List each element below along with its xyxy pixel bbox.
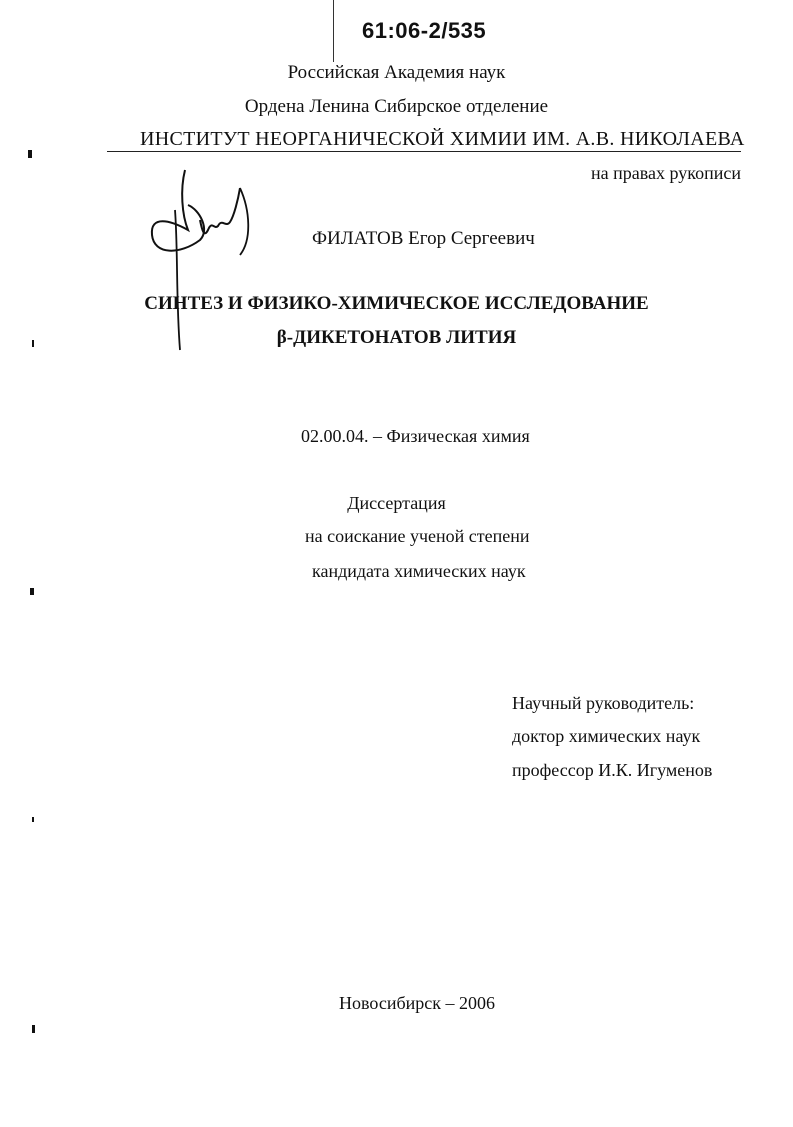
specialty-code: 02.00.04. – Физическая химия <box>301 426 530 446</box>
supervisor-label: Научный руководитель: <box>512 693 695 713</box>
dissertation-title-line1: СИНТЕЗ И ФИЗИКО-ХИМИЧЕСКОЕ ИССЛЕДОВАНИЕ <box>144 293 649 314</box>
catalog-number-stamp: 61:06-2/535 <box>362 18 487 43</box>
supervisor-degree: доктор химических наук <box>512 726 701 746</box>
institute-underline <box>107 151 741 152</box>
supervisor-name: профессор И.К. Игуменов <box>512 760 713 780</box>
author-name: ФИЛАТОВ Егор Сергеевич <box>312 228 535 249</box>
scan-margin-mark <box>28 150 32 158</box>
branch-name: Ордена Ленина Сибирское отделение <box>244 96 549 117</box>
institute-name: ИНСТИТУТ НЕОРГАНИЧЕСКОЙ ХИМИИ ИМ. А.В. НИКОЛАЕВА <box>140 128 745 150</box>
city-year: Новосибирск – 2006 <box>339 993 495 1013</box>
stamp-divider-line <box>333 0 334 62</box>
scan-margin-mark <box>30 588 34 595</box>
degree-name: кандидата химических наук <box>312 561 526 581</box>
degree-purpose: на соискание ученой степени <box>305 526 530 546</box>
dissertation-title-line2: β-ДИКЕТОНАТОВ ЛИТИЯ <box>276 327 517 348</box>
academy-name: Российская Академия наук <box>287 62 506 83</box>
scan-margin-mark <box>32 817 34 822</box>
scan-margin-mark <box>32 1025 35 1033</box>
scan-margin-mark <box>32 340 34 347</box>
rights-note: на правах рукописи <box>591 163 741 183</box>
dissertation-label: Диссертация <box>347 493 446 513</box>
